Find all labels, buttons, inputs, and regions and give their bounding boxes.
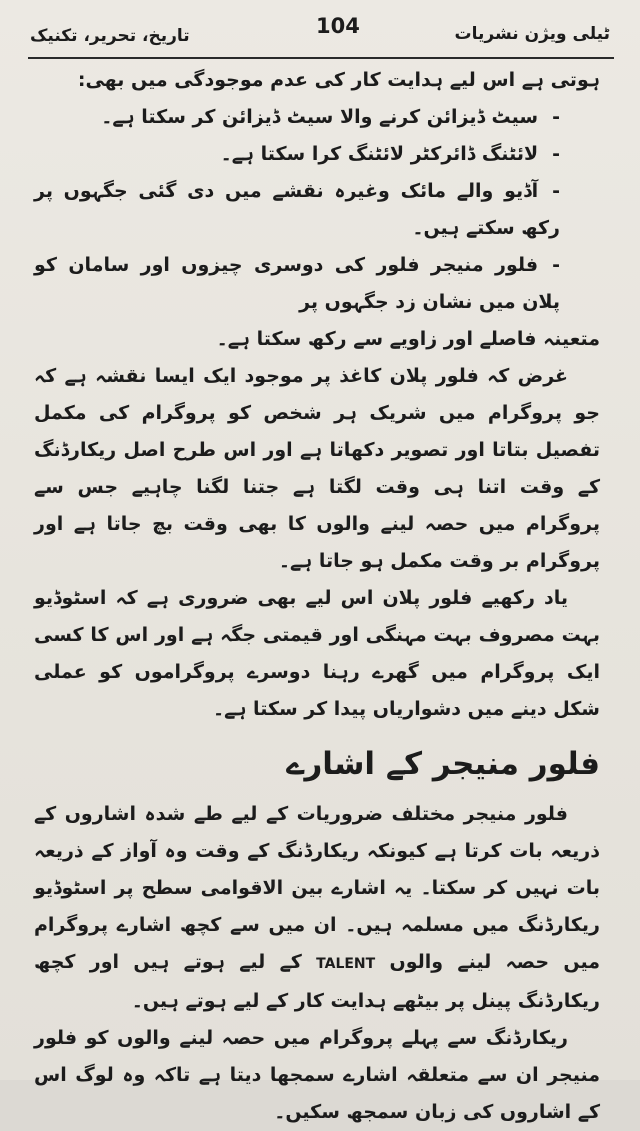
bullet-item: -فلور منیجر فلور کی دوسری چیزوں اور سامان کو پلان میں نشان زد جگہوں پر [34, 254, 560, 313]
paragraph-signals: فلور منیجر مختلف ضروریات کے لیے طے شدہ اشاروں کے ذریعہ بات کرتا ہے کیونکہ ریکارڈنگ کے وقت وہ آواز کے ذریعہ بات نہیں کر سکتا۔ یہ اشارے بین الاقوامی سطح پر اسٹوڈیو ریکارڈنگ میں مسلمہ ہیں۔ ان میں سے کچھ اشارے پروگرام میں حصہ لینے والوں TALENT کے لیے ہوتے ہیں اور کچھ ریکارڈنگ پینل پر بیٹھے ہدایت کار کے لیے ہوتے ہیں۔ [34, 803, 601, 1012]
intro-line: ہوتی ہے اس لیے ہدایت کار کی عدم موجودگی میں بھی: [77, 69, 600, 91]
paragraph-briefing: ریکارڈنگ سے پہلے پروگرام میں حصہ لینے والوں کو فلور منیجر ان سے متعلقہ اشارے سمجھا دیتا ہے تاکہ وہ لوگ اس کے اشاروں کی زبان سمجھ سکیں۔ [34, 1027, 600, 1123]
bullet-item: -لائٹنگ ڈائرکٹر لائٹنگ کرا سکتا ہے۔ [220, 143, 560, 165]
bullet-item: -سیٹ ڈیزائن کرنے والا سیٹ ڈیزائن کر سکتا ہے۔ [101, 106, 560, 128]
page-number: 104 [316, 14, 360, 38]
bullet-continuation: متعینہ فاصلے اور زاویے سے رکھ سکتا ہے۔ [216, 328, 600, 350]
paragraph-summary: غرض کہ فلور پلان کاغذ پر موجود ایک ایسا نقشہ ہے کہ جو پروگرام میں شریک ہر شخص کو پروگرام کی مکمل تفصیل بتاتا اور تصویر دکھاتا ہے اور اس طرح اصل ریکارڈنگ کے وقت اتنا ہی وقت لگتا ہے جتنا لگنا چاہیے جس سے پروگرام میں حصہ لینے والوں کا بھی وقت بچ جاتا ہے اور پروگرام بر وقت مکمل ہو جاتا ہے۔ [34, 365, 600, 572]
section-heading: فلور منیجر کے اشارے [286, 746, 600, 782]
header-rule [28, 57, 614, 59]
page-body [34, 62, 600, 1131]
page-header [30, 6, 610, 56]
bullet-item: -آڈیو والے مائک وغیرہ نقشے میں دی گئی جگہوں پر رکھ سکتے ہیں۔ [34, 180, 560, 239]
header-book-title: ٹیلی ویژن نشریات [454, 24, 610, 44]
paragraph-studio-cost: یاد رکھیے فلور پلان اس لیے بھی ضروری ہے کہ اسٹوڈیو بہت مصروف بہت مہنگی اور قیمتی جگہ ہے اور اس کا کسی ایک پروگرام میں گھرے رہنا دوسرے پروگراموں کو عملی شکل دینے میں دشواریاں پیدا کر سکتا ہے۔ [34, 587, 600, 720]
talent-term: TALENT [316, 956, 376, 972]
header-chapter-title: تاریخ، تحریر، تکنیک [30, 26, 190, 46]
